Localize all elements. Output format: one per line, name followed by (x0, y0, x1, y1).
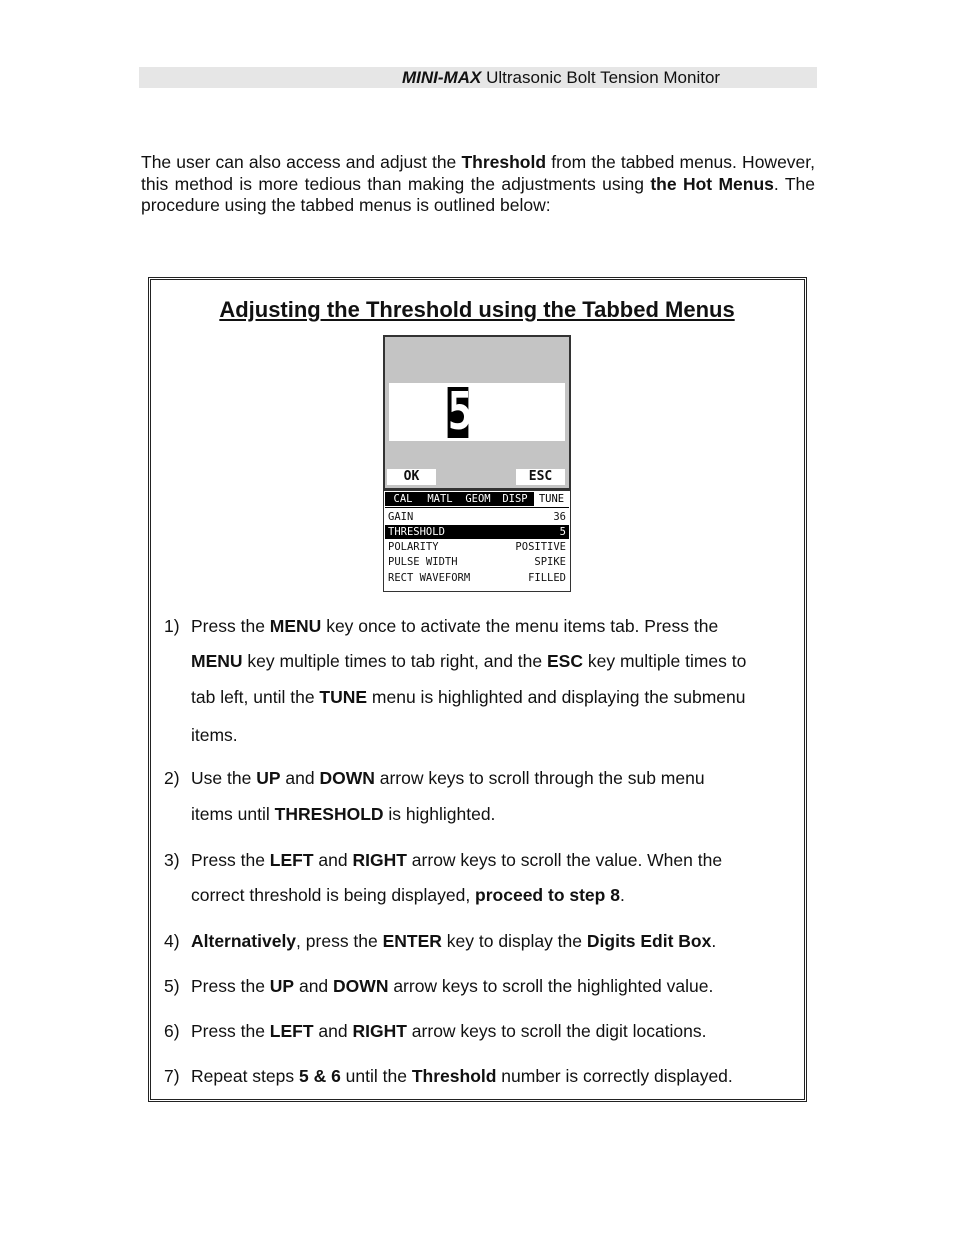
row-value: SPIKE (534, 556, 566, 568)
row-value: 36 (553, 511, 566, 523)
digits-edit-screen (383, 335, 571, 490)
step-2 (164, 768, 794, 825)
procedure-title: Adjusting the Threshold using the Tabbed Menus (219, 297, 735, 322)
step-text: key to display the (441, 931, 587, 951)
step-5 (164, 976, 794, 997)
step-text: arrow keys to scroll the digit locations. (406, 1021, 707, 1041)
threshold-digit: 5 (447, 382, 473, 442)
step-line (191, 850, 794, 885)
step-line (191, 976, 794, 997)
step-text: Press the (191, 976, 270, 996)
step-text: , press the (296, 931, 383, 951)
row-label: GAIN (388, 511, 414, 523)
menu-row-polarity (385, 540, 569, 554)
step-number: 5) (164, 976, 180, 996)
step-text: arrow keys to scroll the highlighted value. (388, 976, 714, 996)
step-text: number is correctly displayed. (496, 1066, 733, 1086)
step-number: 6) (164, 1021, 180, 1041)
row-label: RECT WAVEFORM (388, 572, 471, 584)
menu-row-gain (385, 510, 569, 524)
step-number: 2) (164, 768, 180, 788)
step-text: Press the (191, 850, 270, 870)
tab-tune: TUNE (533, 492, 569, 506)
step-number: 7) (164, 1066, 180, 1086)
step-text: arrow keys to scroll the value. When the (406, 850, 723, 870)
step-text: Press the (191, 616, 270, 636)
step-key: ENTER (382, 931, 442, 951)
step-text: and (280, 768, 320, 788)
tab-divider (385, 507, 569, 508)
step-key: proceed to step 8 (475, 885, 620, 905)
step-7 (164, 1066, 794, 1087)
step-text: until the (340, 1066, 412, 1086)
step-6 (164, 1021, 794, 1042)
step-key: DOWN (333, 976, 389, 996)
step-line (191, 651, 794, 687)
menu-tabs (385, 492, 569, 506)
step-text: is highlighted. (383, 804, 496, 824)
step-text: key multiple times to (582, 651, 747, 671)
step-number: 4) (164, 931, 180, 951)
step-line (191, 885, 794, 906)
step-key: ESC (547, 651, 583, 671)
step-line (191, 725, 794, 746)
step-text: items. (191, 725, 238, 745)
step-text: menu is highlighted and displaying the submenu (367, 687, 746, 707)
step-key: Digits Edit Box (586, 931, 712, 951)
tune-menu-screen (383, 490, 571, 592)
step-key: RIGHT (352, 850, 407, 870)
step-key: 5 & 6 (298, 1066, 341, 1086)
row-value: POSITIVE (515, 541, 566, 553)
row-label: PULSE WIDTH (388, 556, 458, 568)
running-header (402, 67, 720, 88)
step-text: . (711, 931, 717, 951)
row-label: POLARITY (388, 541, 439, 553)
esc-softkey: ESC (516, 469, 565, 485)
step-key: Threshold (411, 1066, 497, 1086)
tab-cal: CAL (385, 492, 421, 506)
intro-paragraph (141, 152, 815, 217)
menu-row-threshold (385, 525, 569, 539)
step-text: . (619, 885, 625, 905)
header-title: Ultrasonic Bolt Tension Monitor (486, 68, 721, 87)
step-key: LEFT (269, 1021, 314, 1041)
step-text: key multiple times to tab right, and the (242, 651, 547, 671)
step-text: Press the (191, 1021, 270, 1041)
step-text: tab left, until the (191, 687, 320, 707)
intro-text: The user can also access and adjust the (141, 152, 462, 172)
step-key: LEFT (269, 850, 314, 870)
step-number: 1) (164, 616, 180, 636)
intro-bold-hot-menus: the Hot Menus (650, 173, 774, 194)
intro-text: from the tabbed menus. However, this method is more tedious than making the adjustments using (141, 152, 816, 194)
step-text: Repeat steps (191, 1066, 299, 1086)
step-line (191, 1066, 794, 1087)
step-number: 3) (164, 850, 180, 870)
intro-text: . The procedure using the tabbed menus is outlined below: (141, 173, 815, 215)
step-text: and (313, 850, 353, 870)
step-text: arrow keys to scroll through the sub menu (374, 768, 705, 788)
step-line (191, 931, 794, 952)
tab-disp: DISP (497, 492, 533, 506)
menu-row-rect-waveform (385, 571, 569, 585)
row-label: THRESHOLD (388, 526, 445, 538)
step-text: key once to activate the menu items tab. Press the (321, 616, 719, 636)
step-4 (164, 931, 794, 952)
intro-bold-threshold: Threshold (461, 152, 547, 172)
step-key: TUNE (319, 687, 368, 707)
step-text: items until (191, 804, 275, 824)
step-key: Alternatively (191, 931, 297, 951)
row-value: 5 (559, 526, 566, 538)
step-key: THRESHOLD (274, 804, 384, 824)
step-key: DOWN (319, 768, 375, 788)
brand-name: MINI-MAX (402, 68, 482, 87)
step-line (191, 804, 794, 825)
step-line (191, 616, 794, 651)
digit-display (389, 383, 565, 441)
step-3 (164, 850, 794, 906)
step-1 (164, 616, 794, 746)
tab-matl: MATL (421, 492, 459, 506)
ok-softkey: OK (387, 469, 436, 485)
step-key: UP (269, 976, 295, 996)
step-key: UP (256, 768, 281, 788)
step-text: correct threshold is being displayed, (191, 885, 476, 905)
step-text: and (313, 1021, 353, 1041)
step-text: and (294, 976, 334, 996)
step-line (191, 687, 794, 725)
step-line (191, 768, 794, 804)
step-key: MENU (269, 616, 322, 636)
step-key: RIGHT (352, 1021, 407, 1041)
menu-row-pulse-width (385, 555, 569, 569)
tab-geom: GEOM (459, 492, 497, 506)
step-key: MENU (191, 651, 243, 671)
row-value: FILLED (528, 572, 566, 584)
step-line (191, 1021, 794, 1042)
step-text: Use the (191, 768, 257, 788)
